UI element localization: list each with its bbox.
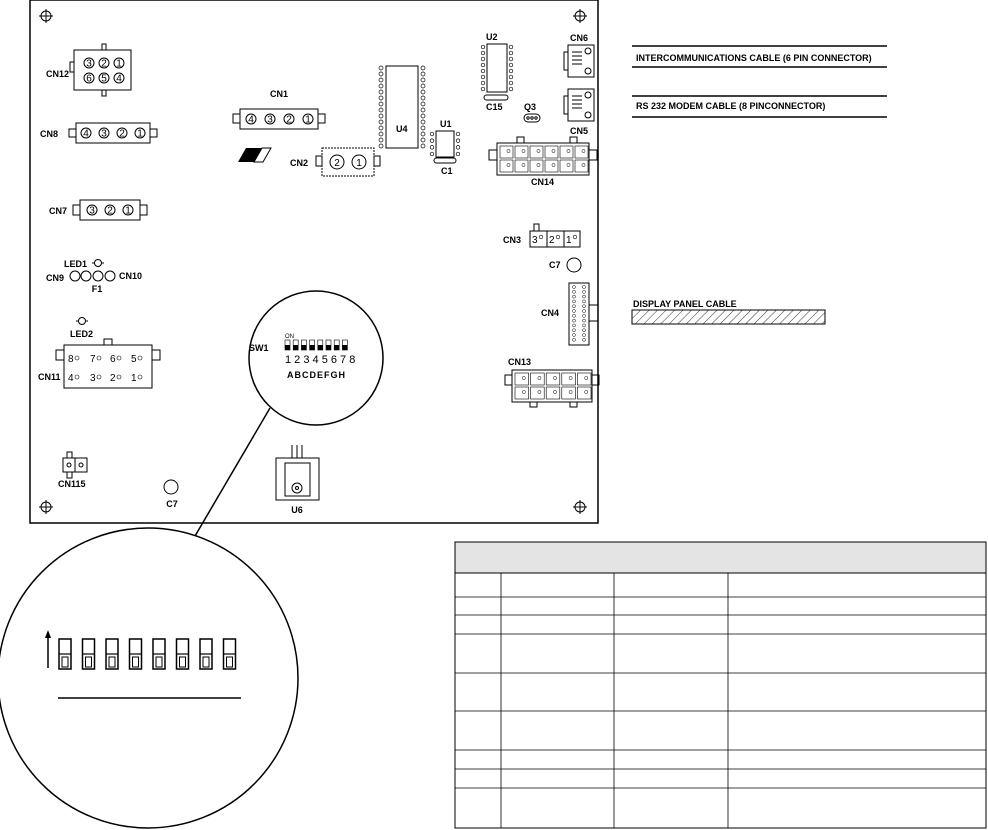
- connector-pin: [573, 334, 576, 337]
- u2-chip: [481, 44, 513, 92]
- sw1-enlarged-circle: [0, 528, 298, 828]
- connector-pin: [522, 149, 525, 152]
- q3-transistor: [524, 114, 540, 122]
- connector-pin: [583, 329, 586, 332]
- chip-pin: [481, 51, 485, 55]
- connector-pin: [567, 163, 570, 166]
- cn2-connector: [316, 148, 380, 176]
- cn7-pin: 1: [125, 205, 131, 217]
- chip-pin: [481, 57, 485, 61]
- connector-pin: [573, 300, 576, 303]
- connector-pin: [582, 149, 585, 152]
- chip-pin: [481, 69, 485, 73]
- mounting-hole-icon: [39, 500, 53, 514]
- connector-cell: [577, 373, 591, 385]
- chip-pin: [509, 57, 513, 61]
- cn8-connector: [69, 123, 157, 143]
- cn1-connector: [233, 109, 325, 129]
- cn11-label: CN11: [38, 372, 61, 382]
- dip-switch-lever: [301, 345, 306, 350]
- cn2-pin: 2: [334, 158, 340, 169]
- chip-pin: [481, 81, 485, 85]
- cn11-connector: [56, 339, 160, 388]
- cn2-pin: 1: [356, 158, 362, 169]
- connector-cell: [515, 373, 529, 385]
- u2-label: U2: [486, 32, 498, 42]
- chip-pin: [509, 63, 513, 67]
- cn11-pin: 8: [68, 354, 74, 365]
- cn12-pin: 2: [101, 58, 107, 70]
- mounting-hole-icon: [573, 500, 587, 514]
- dip-switch-lever: [285, 345, 290, 350]
- dip-switch-lever: [342, 345, 347, 350]
- cn7-pin: 3: [89, 205, 95, 217]
- connector-cell: [531, 387, 545, 399]
- connector-pin: [573, 310, 576, 313]
- cn3-connector: [530, 224, 580, 247]
- connector-pin: [569, 390, 572, 393]
- connector-pin: [569, 376, 572, 379]
- c1-capacitor: [434, 158, 456, 163]
- cn12-pin: 4: [116, 73, 122, 85]
- chip-pin: [379, 126, 383, 130]
- dip-switch-lever: [310, 345, 315, 350]
- magnifier-leader-line: [188, 408, 270, 548]
- led2-icon: [76, 318, 88, 325]
- connector-pin: [583, 319, 586, 322]
- chip-pin: [481, 87, 485, 91]
- connector-pin: [573, 290, 576, 293]
- cn8-pin: 3: [101, 128, 107, 140]
- u4-chip: [379, 66, 425, 148]
- dip-switch-lever: [334, 345, 339, 350]
- chip-pin: [421, 108, 425, 112]
- connector-pin: [537, 149, 540, 152]
- chip-pin: [421, 96, 425, 100]
- chip-pin: [421, 72, 425, 76]
- chip-pin: [509, 69, 513, 73]
- cn14-label: CN14: [531, 177, 555, 187]
- cn1-pin: 2: [286, 114, 292, 126]
- c15-capacitor: [484, 95, 508, 100]
- chip-pin: [379, 138, 383, 142]
- cn10-label: CN10: [119, 271, 143, 281]
- cn7-connector: [73, 200, 147, 220]
- chip-pin: [379, 144, 383, 148]
- connector-cell: [546, 387, 560, 399]
- chip-pin: [421, 132, 425, 136]
- connector-cell: [531, 373, 545, 385]
- cn2-label: CN2: [290, 158, 309, 168]
- cn13-label: CN13: [508, 357, 532, 367]
- c7-right-label: C7: [549, 260, 561, 270]
- connector-cell: [560, 146, 573, 158]
- cn11-pin: 1: [131, 373, 137, 384]
- chip-pin: [430, 132, 434, 136]
- connector-pin: [583, 300, 586, 303]
- chip-pin: [456, 152, 460, 156]
- chip-pin: [421, 66, 425, 70]
- cn14-connector: [489, 137, 597, 175]
- connector-pin: [573, 286, 576, 289]
- connector-pin: [538, 376, 541, 379]
- connector-cell: [530, 160, 543, 172]
- c7-capacitor: [164, 480, 178, 494]
- dip-switch-lever: [318, 345, 323, 350]
- connector-pin: [553, 390, 556, 393]
- cn8-pin: 1: [137, 128, 143, 140]
- chip-pin: [509, 75, 513, 79]
- dip-switch-lever: [326, 345, 331, 350]
- connector-cell: [515, 146, 528, 158]
- connector-pin: [573, 338, 576, 341]
- chip-pin: [379, 114, 383, 118]
- connector-pin: [507, 149, 510, 152]
- connector-pin: [583, 334, 586, 337]
- connector-cell: [546, 373, 560, 385]
- chip-pin: [379, 102, 383, 106]
- mounting-hole-icon: [573, 9, 587, 23]
- connector-pin: [583, 310, 586, 313]
- led1-icon: [92, 260, 104, 267]
- connector-pin: [567, 149, 570, 152]
- cn9-label: CN9: [46, 273, 65, 283]
- connector-pin: [583, 295, 586, 298]
- c7-capacitor: [567, 258, 581, 272]
- chip-pin: [379, 84, 383, 88]
- cn12-pin: 5: [101, 73, 107, 85]
- chip-pin: [379, 78, 383, 82]
- c1-label: C1: [441, 166, 453, 176]
- connector-pin: [507, 163, 510, 166]
- cn1-label: CN1: [270, 89, 289, 99]
- connector-cell: [545, 146, 558, 158]
- cn5-label: CN5: [570, 126, 589, 136]
- chip-pin: [481, 75, 485, 79]
- connector-pin: [573, 305, 576, 308]
- cn6-label: CN6: [570, 33, 589, 43]
- chip-pin: [379, 66, 383, 70]
- connector-cell: [560, 160, 573, 172]
- connector-cell: [500, 146, 513, 158]
- chip-pin: [509, 45, 513, 49]
- chip-pin: [430, 152, 434, 156]
- sw1-on-label: ON: [285, 334, 294, 340]
- chip-pin: [379, 132, 383, 136]
- u1-chip: [430, 131, 460, 157]
- c7-left-label: C7: [166, 499, 178, 509]
- cn3-label: CN3: [503, 235, 522, 245]
- chip-pin: [421, 102, 425, 106]
- sw1-letters: ABCDEFGH: [287, 370, 346, 380]
- connector-pin: [573, 319, 576, 322]
- cn8-pin: 4: [83, 128, 89, 140]
- display-cable-label: DISPLAY PANEL CABLE: [633, 299, 737, 309]
- connector-pin: [585, 376, 588, 379]
- cn3-pin: 3: [532, 235, 538, 246]
- rs232-cable-label: RS 232 MODEM CABLE (8 PINCONNECTOR): [636, 101, 826, 111]
- chip-pin: [456, 139, 460, 143]
- connector-pin: [585, 390, 588, 393]
- led1-label: LED1: [64, 259, 88, 269]
- cn11-pin: 2: [110, 373, 116, 384]
- dip-switch-lever: [293, 345, 298, 350]
- cn12-pin: 1: [116, 58, 122, 70]
- cn1-pin: 1: [305, 114, 311, 126]
- cn3-pin: 1: [566, 235, 572, 246]
- sw1-numbers: 1 2 3 4 5 6 7 8: [285, 354, 356, 366]
- connector-cell: [575, 160, 588, 172]
- cn1-pin: 4: [248, 114, 254, 126]
- connector-cell: [515, 387, 529, 399]
- cn8-label: CN8: [40, 129, 59, 139]
- cn11-pin: 4: [68, 373, 74, 384]
- switch-settings-table: [455, 542, 986, 828]
- connector-pin: [573, 324, 576, 327]
- cn5-phone-jack: [564, 89, 594, 121]
- chip-pin: [430, 139, 434, 143]
- connector-pin: [537, 163, 540, 166]
- u4-label: U4: [396, 124, 408, 134]
- manufacturer-logo: [238, 148, 271, 162]
- c15-label: C15: [486, 102, 503, 112]
- chip-pin: [481, 63, 485, 67]
- connector-pin: [573, 295, 576, 298]
- cn11-pin: 7: [90, 354, 96, 365]
- f1-label: F1: [91, 284, 103, 294]
- connector-pin: [583, 305, 586, 308]
- cn12-pin: 3: [86, 58, 92, 70]
- chip-pin: [421, 114, 425, 118]
- connector-cell: [515, 160, 528, 172]
- connector-pin: [583, 286, 586, 289]
- chip-pin: [379, 108, 383, 112]
- fuse-holder-icon: [70, 271, 115, 281]
- chip-pin: [421, 120, 425, 124]
- cn115-label: CN115: [58, 479, 86, 489]
- connector-pin: [552, 163, 555, 166]
- connector-pin: [583, 314, 586, 317]
- connector-pin: [522, 163, 525, 166]
- u6-label: U6: [291, 505, 303, 515]
- chip-pin: [421, 90, 425, 94]
- connector-cell: [500, 160, 513, 172]
- connector-pin: [538, 390, 541, 393]
- cn11-pin: 5: [131, 354, 137, 365]
- display-panel-cable: [632, 310, 825, 324]
- cn4-connector: [569, 283, 598, 345]
- mounting-hole-icon: [39, 9, 53, 23]
- connector-pin: [583, 338, 586, 341]
- chip-pin: [430, 146, 434, 150]
- cn7-label: CN7: [49, 206, 68, 216]
- sw1-label: SW1: [249, 343, 269, 353]
- chip-pin: [481, 45, 485, 49]
- led2-label: LED2: [70, 329, 94, 339]
- cn12-pin: 6: [86, 73, 92, 85]
- connector-pin: [583, 290, 586, 293]
- chip-pin: [456, 146, 460, 150]
- chip-pin: [421, 78, 425, 82]
- connector-cell: [562, 373, 576, 385]
- intercom-cable-label: INTERCOMMUNICATIONS CABLE (6 PIN CONNECTOR): [636, 53, 872, 63]
- pcb-board-outline: [30, 0, 598, 523]
- connector-pin: [582, 163, 585, 166]
- cn6-phone-jack: [564, 45, 594, 77]
- cn12-connector: [70, 44, 131, 96]
- chip-pin: [379, 90, 383, 94]
- connector-cell: [577, 387, 591, 399]
- cn1-pin: 3: [267, 114, 273, 126]
- connector-pin: [583, 324, 586, 327]
- chip-pin: [421, 126, 425, 130]
- u6-regulator: [276, 445, 319, 500]
- cn11-pin: 6: [110, 354, 116, 365]
- cn4-label: CN4: [541, 308, 560, 318]
- chip-pin: [456, 132, 460, 136]
- chip-pin: [509, 81, 513, 85]
- connector-pin: [552, 149, 555, 152]
- chip-pin: [421, 84, 425, 88]
- connector-cell: [545, 160, 558, 172]
- u1-label: U1: [440, 119, 452, 129]
- connector-pin: [522, 376, 525, 379]
- chip-pin: [421, 144, 425, 148]
- cn13-connector: [505, 370, 599, 407]
- chip-pin: [379, 120, 383, 124]
- connector-pin: [522, 390, 525, 393]
- connector-cell: [575, 146, 588, 158]
- chip-pin: [379, 96, 383, 100]
- cn7-pin: 2: [107, 205, 113, 217]
- cn3-pin: 2: [549, 235, 555, 246]
- connector-pin: [573, 314, 576, 317]
- q3-label: Q3: [524, 102, 537, 112]
- cn8-pin: 2: [119, 128, 125, 140]
- connector-pin: [573, 329, 576, 332]
- connector-cell: [530, 146, 543, 158]
- cn115-connector: [63, 452, 87, 478]
- chip-pin: [379, 72, 383, 76]
- connector-pin: [553, 376, 556, 379]
- chip-pin: [509, 87, 513, 91]
- chip-pin: [421, 138, 425, 142]
- cn12-label: CN12: [46, 69, 70, 79]
- connector-cell: [562, 387, 576, 399]
- chip-pin: [509, 51, 513, 55]
- cn11-pin: 3: [90, 373, 96, 384]
